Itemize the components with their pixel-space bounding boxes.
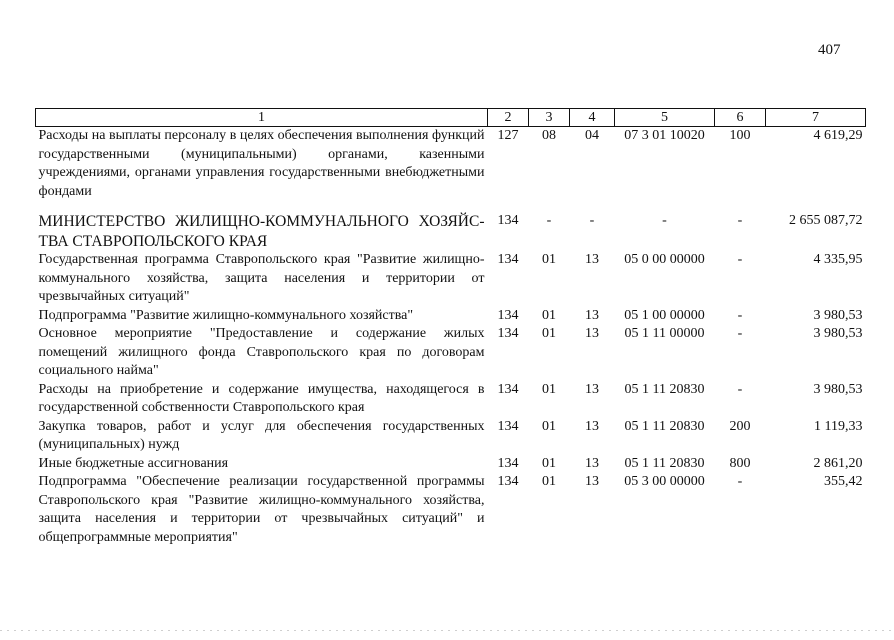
table-row xyxy=(36,251,866,307)
budget-table xyxy=(35,108,866,547)
row-code-section: 08 xyxy=(542,128,556,143)
header-col-5: 5 xyxy=(615,109,715,127)
row-description: Государственная программа Ставропольского края "Развитие жилищно-коммунального хозяйства, защита населения и территории от чрезвычайных ситуаций" xyxy=(38,252,485,304)
row-amount: 1 119,33 xyxy=(814,418,863,434)
row-code-expense-type: - xyxy=(737,326,743,341)
row-description: Подпрограмма "Обеспечение реализации государственной программы Ставропольского края "Развитие жилищно-коммунального хозяйства, защита населения и территории от чрезвычайных ситуаций" и общепрограммные мероприятия" xyxy=(38,474,485,545)
row-amount: 355,42 xyxy=(824,474,863,489)
row-code-admin: 134 xyxy=(497,307,519,323)
header-col-6: 6 xyxy=(715,109,766,127)
row-code-subsection: 04 xyxy=(585,128,599,143)
row-code-admin: 134 xyxy=(497,381,519,397)
row-amount: 2 861,20 xyxy=(813,455,863,471)
row-code-subsection: - xyxy=(589,213,595,228)
row-code-target: 05 1 11 20830 xyxy=(624,418,705,434)
table-row xyxy=(36,127,866,204)
row-code-admin: 127 xyxy=(497,128,519,143)
row-description: Основное мероприятие "Предоставление и содержание жилых помещений жилищного фонда Ставропольского края по договорам социального найма" xyxy=(38,326,485,378)
row-code-admin: 134 xyxy=(497,418,519,434)
scan-edge-artifact xyxy=(0,630,894,631)
row-amount: 3 980,53 xyxy=(813,307,863,323)
row-description: Иные бюджетные ассигнования xyxy=(38,455,229,471)
row-code-subsection: 13 xyxy=(585,418,599,434)
row-code-expense-type: 200 xyxy=(729,418,751,434)
row-code-section: - xyxy=(546,213,552,228)
row-amount: 2 655 087,72 xyxy=(789,213,863,228)
row-description: Подпрограмма "Развитие жилищно-коммунального хозяйства" xyxy=(38,307,414,323)
row-code-subsection: 13 xyxy=(585,307,599,323)
row-code-expense-type: - xyxy=(737,307,743,323)
row-description: Расходы на приобретение и содержание имущества, находящегося в государственной собственности Ставропольского края xyxy=(38,381,485,415)
row-amount: 4 619,29 xyxy=(813,128,863,143)
row-code-target: 05 1 11 00000 xyxy=(624,326,705,341)
row-code-expense-type: - xyxy=(737,252,743,267)
row-code-target: 05 3 00 00000 xyxy=(624,474,705,489)
page-number: 407 xyxy=(818,42,841,58)
table-row xyxy=(36,307,866,326)
row-code-target: - xyxy=(662,213,667,228)
row-description: Закупка товаров, работ и услуг для обеспечения государственных (муниципальных) нужд xyxy=(38,418,485,452)
row-amount: 3 980,53 xyxy=(813,381,863,397)
row-code-subsection: 13 xyxy=(585,326,599,341)
table-row xyxy=(36,381,866,418)
row-code-section: 01 xyxy=(542,455,556,471)
row-amount: 4 335,95 xyxy=(813,252,863,267)
row-code-admin: 134 xyxy=(497,326,519,341)
table-row xyxy=(36,473,866,547)
header-col-4: 4 xyxy=(570,109,615,127)
row-code-target: 05 1 00 00000 xyxy=(624,307,705,323)
row-code-subsection: 13 xyxy=(585,474,599,489)
table-row xyxy=(36,325,866,381)
row-code-admin: 134 xyxy=(497,213,519,228)
row-code-section: 01 xyxy=(542,252,556,267)
row-code-expense-type: 800 xyxy=(729,455,751,471)
header-col-2: 2 xyxy=(488,109,529,127)
row-code-section: 01 xyxy=(542,326,556,341)
header-col-1: 1 xyxy=(36,109,488,127)
row-description: МИНИСТЕРСТВО ЖИЛИЩНО-КОММУНАЛЬНОГО ХОЗЯЙС-ТВА СТАВРОПОЛЬСКОГО КРАЯ xyxy=(38,213,485,250)
header-col-7: 7 xyxy=(766,109,866,127)
row-code-target: 07 3 01 10020 xyxy=(624,128,705,143)
row-code-subsection: 13 xyxy=(585,252,599,267)
table-header-row xyxy=(36,109,866,127)
table-row xyxy=(36,455,866,474)
row-code-target: 05 0 00 00000 xyxy=(624,252,705,267)
row-code-section: 01 xyxy=(542,418,556,434)
row-code-admin: 134 xyxy=(497,474,519,489)
row-code-subsection: 13 xyxy=(585,455,599,471)
row-amount: 3 980,53 xyxy=(813,326,863,341)
row-code-expense-type: 100 xyxy=(729,128,751,143)
row-code-section: 01 xyxy=(542,381,556,397)
row-code-subsection: 13 xyxy=(585,381,599,397)
row-code-target: 05 1 11 20830 xyxy=(624,381,705,397)
row-code-target: 05 1 11 20830 xyxy=(624,455,705,471)
row-code-section: 01 xyxy=(542,307,556,323)
row-code-expense-type: - xyxy=(737,381,743,397)
header-col-3: 3 xyxy=(529,109,570,127)
table-row xyxy=(36,418,866,455)
row-code-admin: 134 xyxy=(497,252,519,267)
row-code-expense-type: - xyxy=(737,213,743,228)
row-code-section: 01 xyxy=(542,474,556,489)
row-code-admin: 134 xyxy=(497,455,519,471)
table-row xyxy=(36,203,866,251)
row-code-expense-type: - xyxy=(737,474,743,489)
row-description: Расходы на выплаты персоналу в целях обеспечения выполнения функций государственными (муниципальными) органами, казенными учреждениями, органами управления государственными внебюджетными фондами xyxy=(38,128,485,199)
